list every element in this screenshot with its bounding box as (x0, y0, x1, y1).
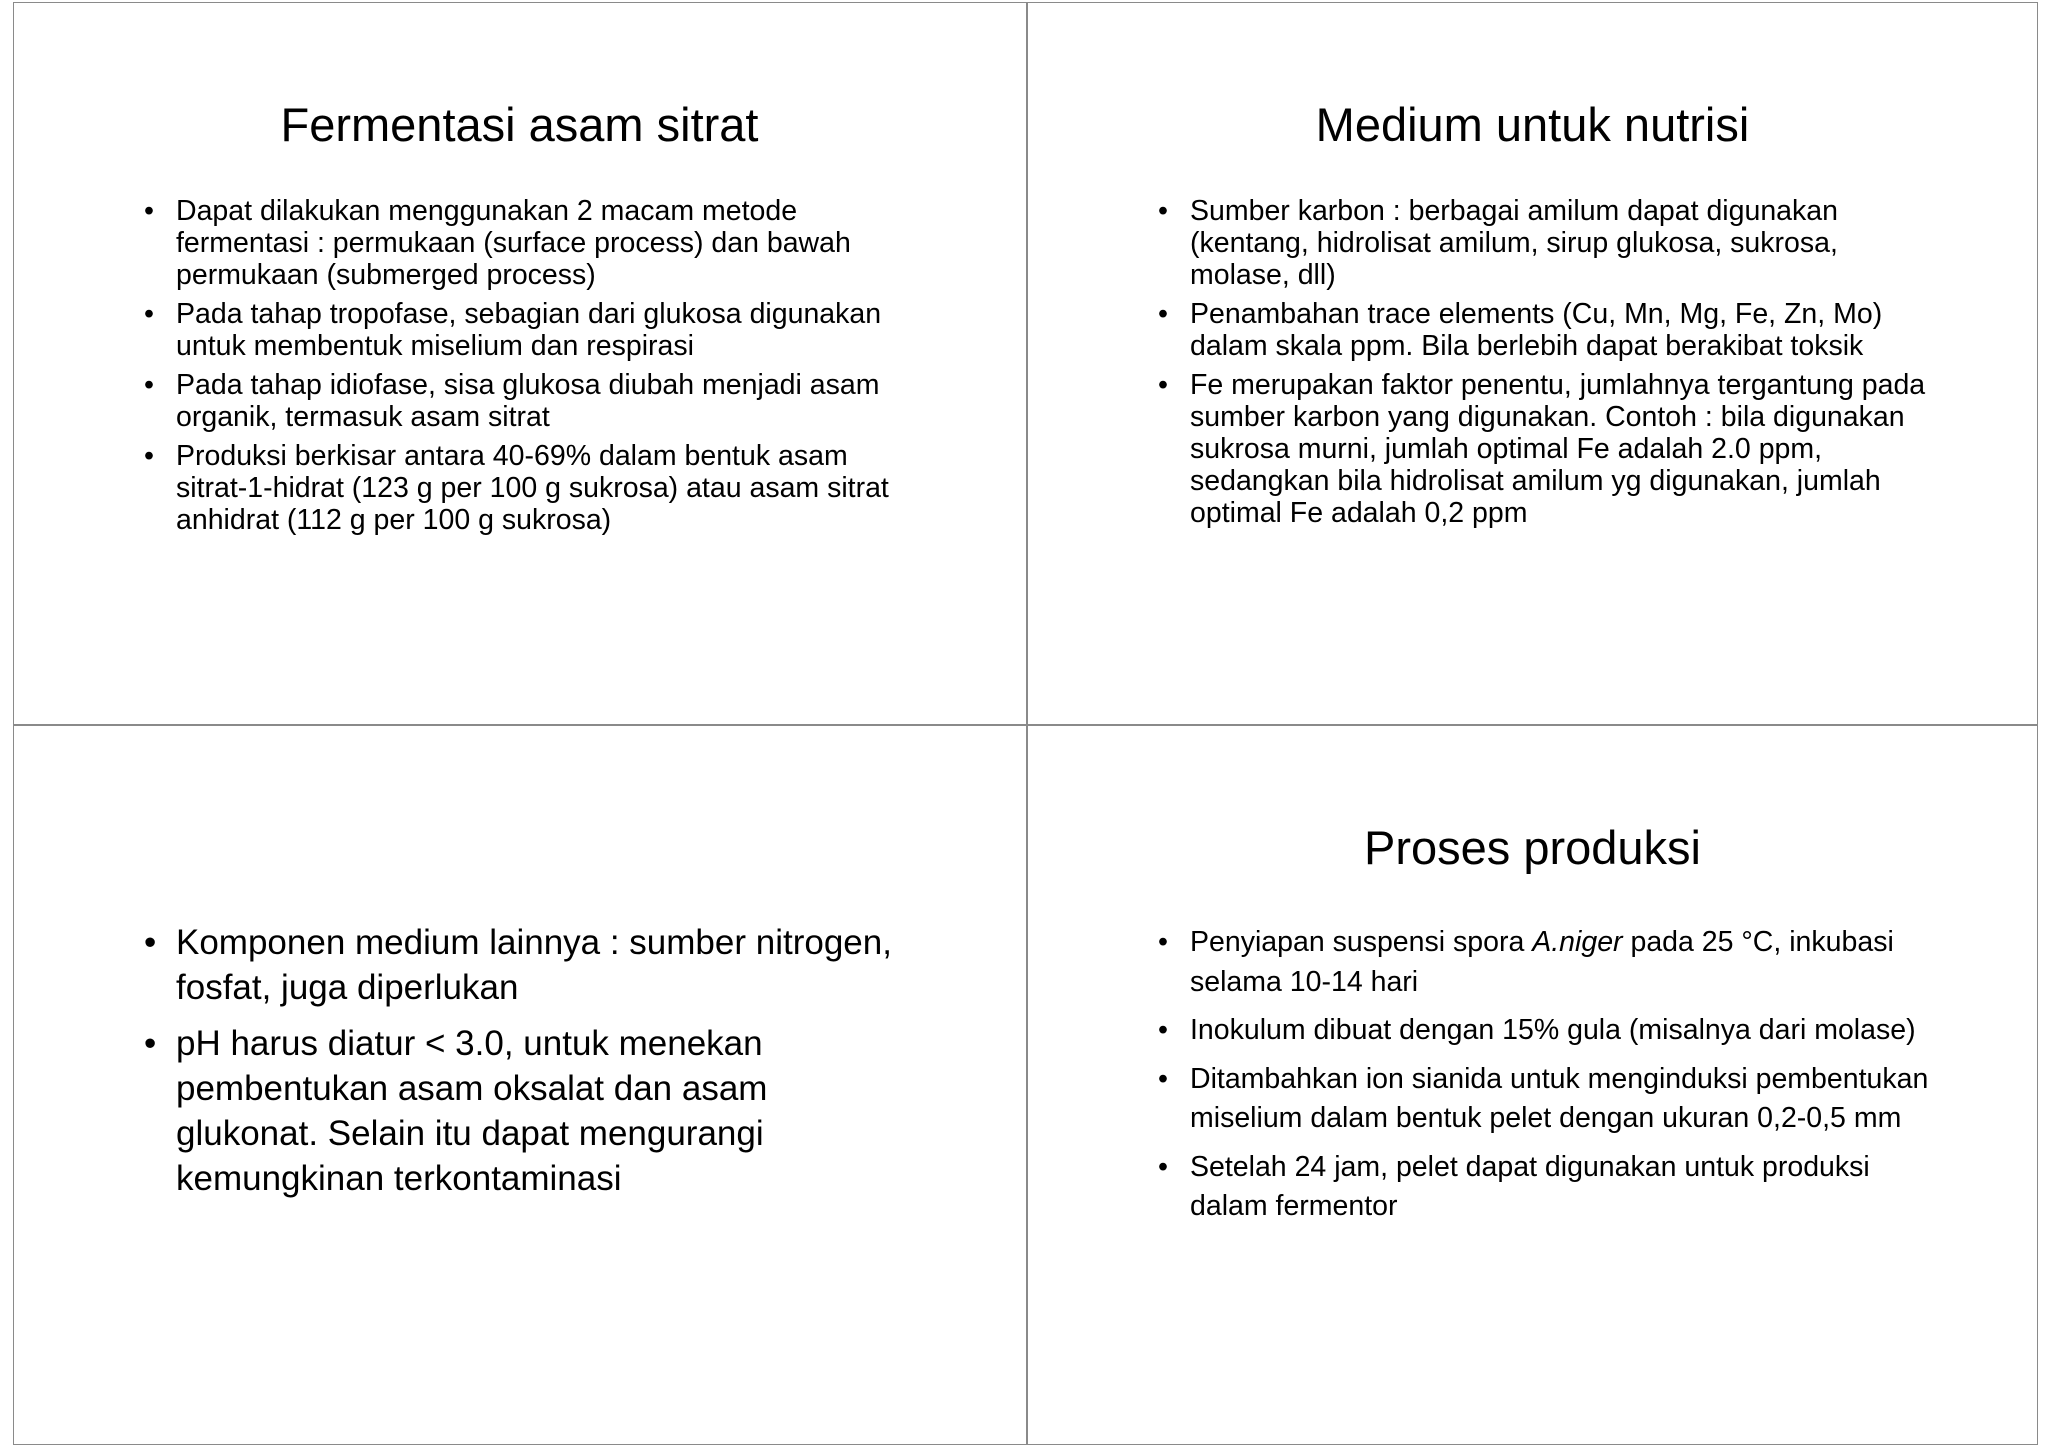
list-item (144, 369, 914, 433)
bullet-icon: • (144, 1024, 157, 1063)
slide-title: Proses produksi (1364, 821, 1701, 874)
list-item-text: Komponen medium lainnya : sumber nitrogen, fosfat, juga diperlukan (176, 923, 892, 1007)
list-item (1158, 369, 1938, 529)
bullet-icon: • (1158, 195, 1168, 227)
list-item (144, 298, 914, 362)
bullet-icon: • (144, 369, 154, 401)
slide-title: Medium untuk nutrisi (1315, 98, 1750, 151)
list-item-text: Penambahan trace elements (Cu, Mn, Mg, Fe, Zn, Mo) dalam skala ppm. Bila berlebih dapat berakibat toksik (1190, 298, 1883, 362)
list-item (1158, 1060, 1938, 1139)
bullet-icon: • (1158, 1014, 1168, 1046)
bullet-icon: • (1158, 1150, 1168, 1183)
list-item-text: Sumber karbon : berbagai amilum dapat digunakan (kentang, hidrolisat amilum, sirup glukosa, sukrosa, molase, dll) (1190, 195, 1838, 291)
list-item (1158, 1011, 1938, 1051)
list-item (1158, 1148, 1938, 1227)
list-item-text: Dapat dilakukan menggunakan 2 macam metode fermentasi : permukaan (surface process) dan bawah permukaan (submerged process) (176, 195, 851, 291)
bullet-icon: • (144, 440, 154, 472)
list-item-text: Pada tahap idiofase, sisa glukosa diubah menjadi asam organik, termasuk asam sitrat (176, 369, 880, 433)
bullet-icon: • (144, 298, 154, 330)
bullet-icon: • (1158, 1062, 1168, 1095)
organism-name: A.niger (1532, 926, 1623, 958)
slide-komponen-medium (13, 726, 1026, 1445)
list-item-text: Pada tahap tropofase, sebagian dari glukosa digunakan untuk membentuk miselium dan respirasi (176, 298, 882, 362)
slide-fermentasi-asam-sitrat (13, 2, 1026, 724)
list-item (1158, 298, 1938, 362)
list-item-text: Ditambahkan ion sianida untuk menginduksi pembentukan miselium dalam bentuk pelet dengan ukuran 0,2-0,5 mm (1190, 1062, 1929, 1134)
list-item-text: pH harus diatur < 3.0, untuk menekan pembentukan asam oksalat dan asam glukonat. Selain itu dapat mengurangi kemungkinan terkontaminasi (176, 1024, 768, 1198)
bullet-list (144, 195, 914, 543)
slide-title: Fermentasi asam sitrat (280, 98, 759, 151)
bullet-list (1158, 923, 1938, 1236)
list-item (144, 1021, 914, 1201)
bullet-icon: • (1158, 926, 1168, 958)
list-item (1158, 923, 1938, 1002)
list-item-text: Setelah 24 jam, pelet dapat digunakan untuk produksi dalam fermentor (1190, 1150, 1870, 1222)
bullet-icon: • (1158, 298, 1168, 330)
bullet-icon: • (144, 923, 157, 962)
slide-proses-produksi (1027, 726, 2038, 1445)
list-item (144, 920, 914, 1010)
list-item-text: Penyiapan suspensi spora A.niger pada 25 °C, inkubasi selama 10-14 hari (1190, 926, 1894, 998)
list-item (1158, 195, 1938, 291)
list-item-text: Fe merupakan faktor penentu, jumlahnya tergantung pada sumber karbon yang digunakan. Contoh : bila digunakan sukrosa murni, jumlah optimal Fe adalah 2.0 ppm, sedangkan bila hidrolisat amilum yg digunakan, jumlah optimal Fe adalah 0,2 ppm (1190, 369, 1926, 529)
bullet-list (1158, 195, 1938, 536)
bullet-list (144, 920, 914, 1212)
list-item (144, 195, 914, 291)
bullet-icon: • (1158, 369, 1168, 401)
slide-medium-untuk-nutrisi (1027, 2, 2038, 724)
bullet-icon: • (144, 195, 154, 227)
list-item (144, 440, 914, 536)
list-item-text: Produksi berkisar antara 40-69% dalam bentuk asam sitrat-1-hidrat (123 g per 100 g sukrosa) atau asam sitrat anhidrat (112 g per 100 g sukrosa) (176, 440, 889, 536)
list-item-text: Inokulum dibuat dengan 15% gula (misalnya dari molase) (1190, 1014, 1916, 1046)
